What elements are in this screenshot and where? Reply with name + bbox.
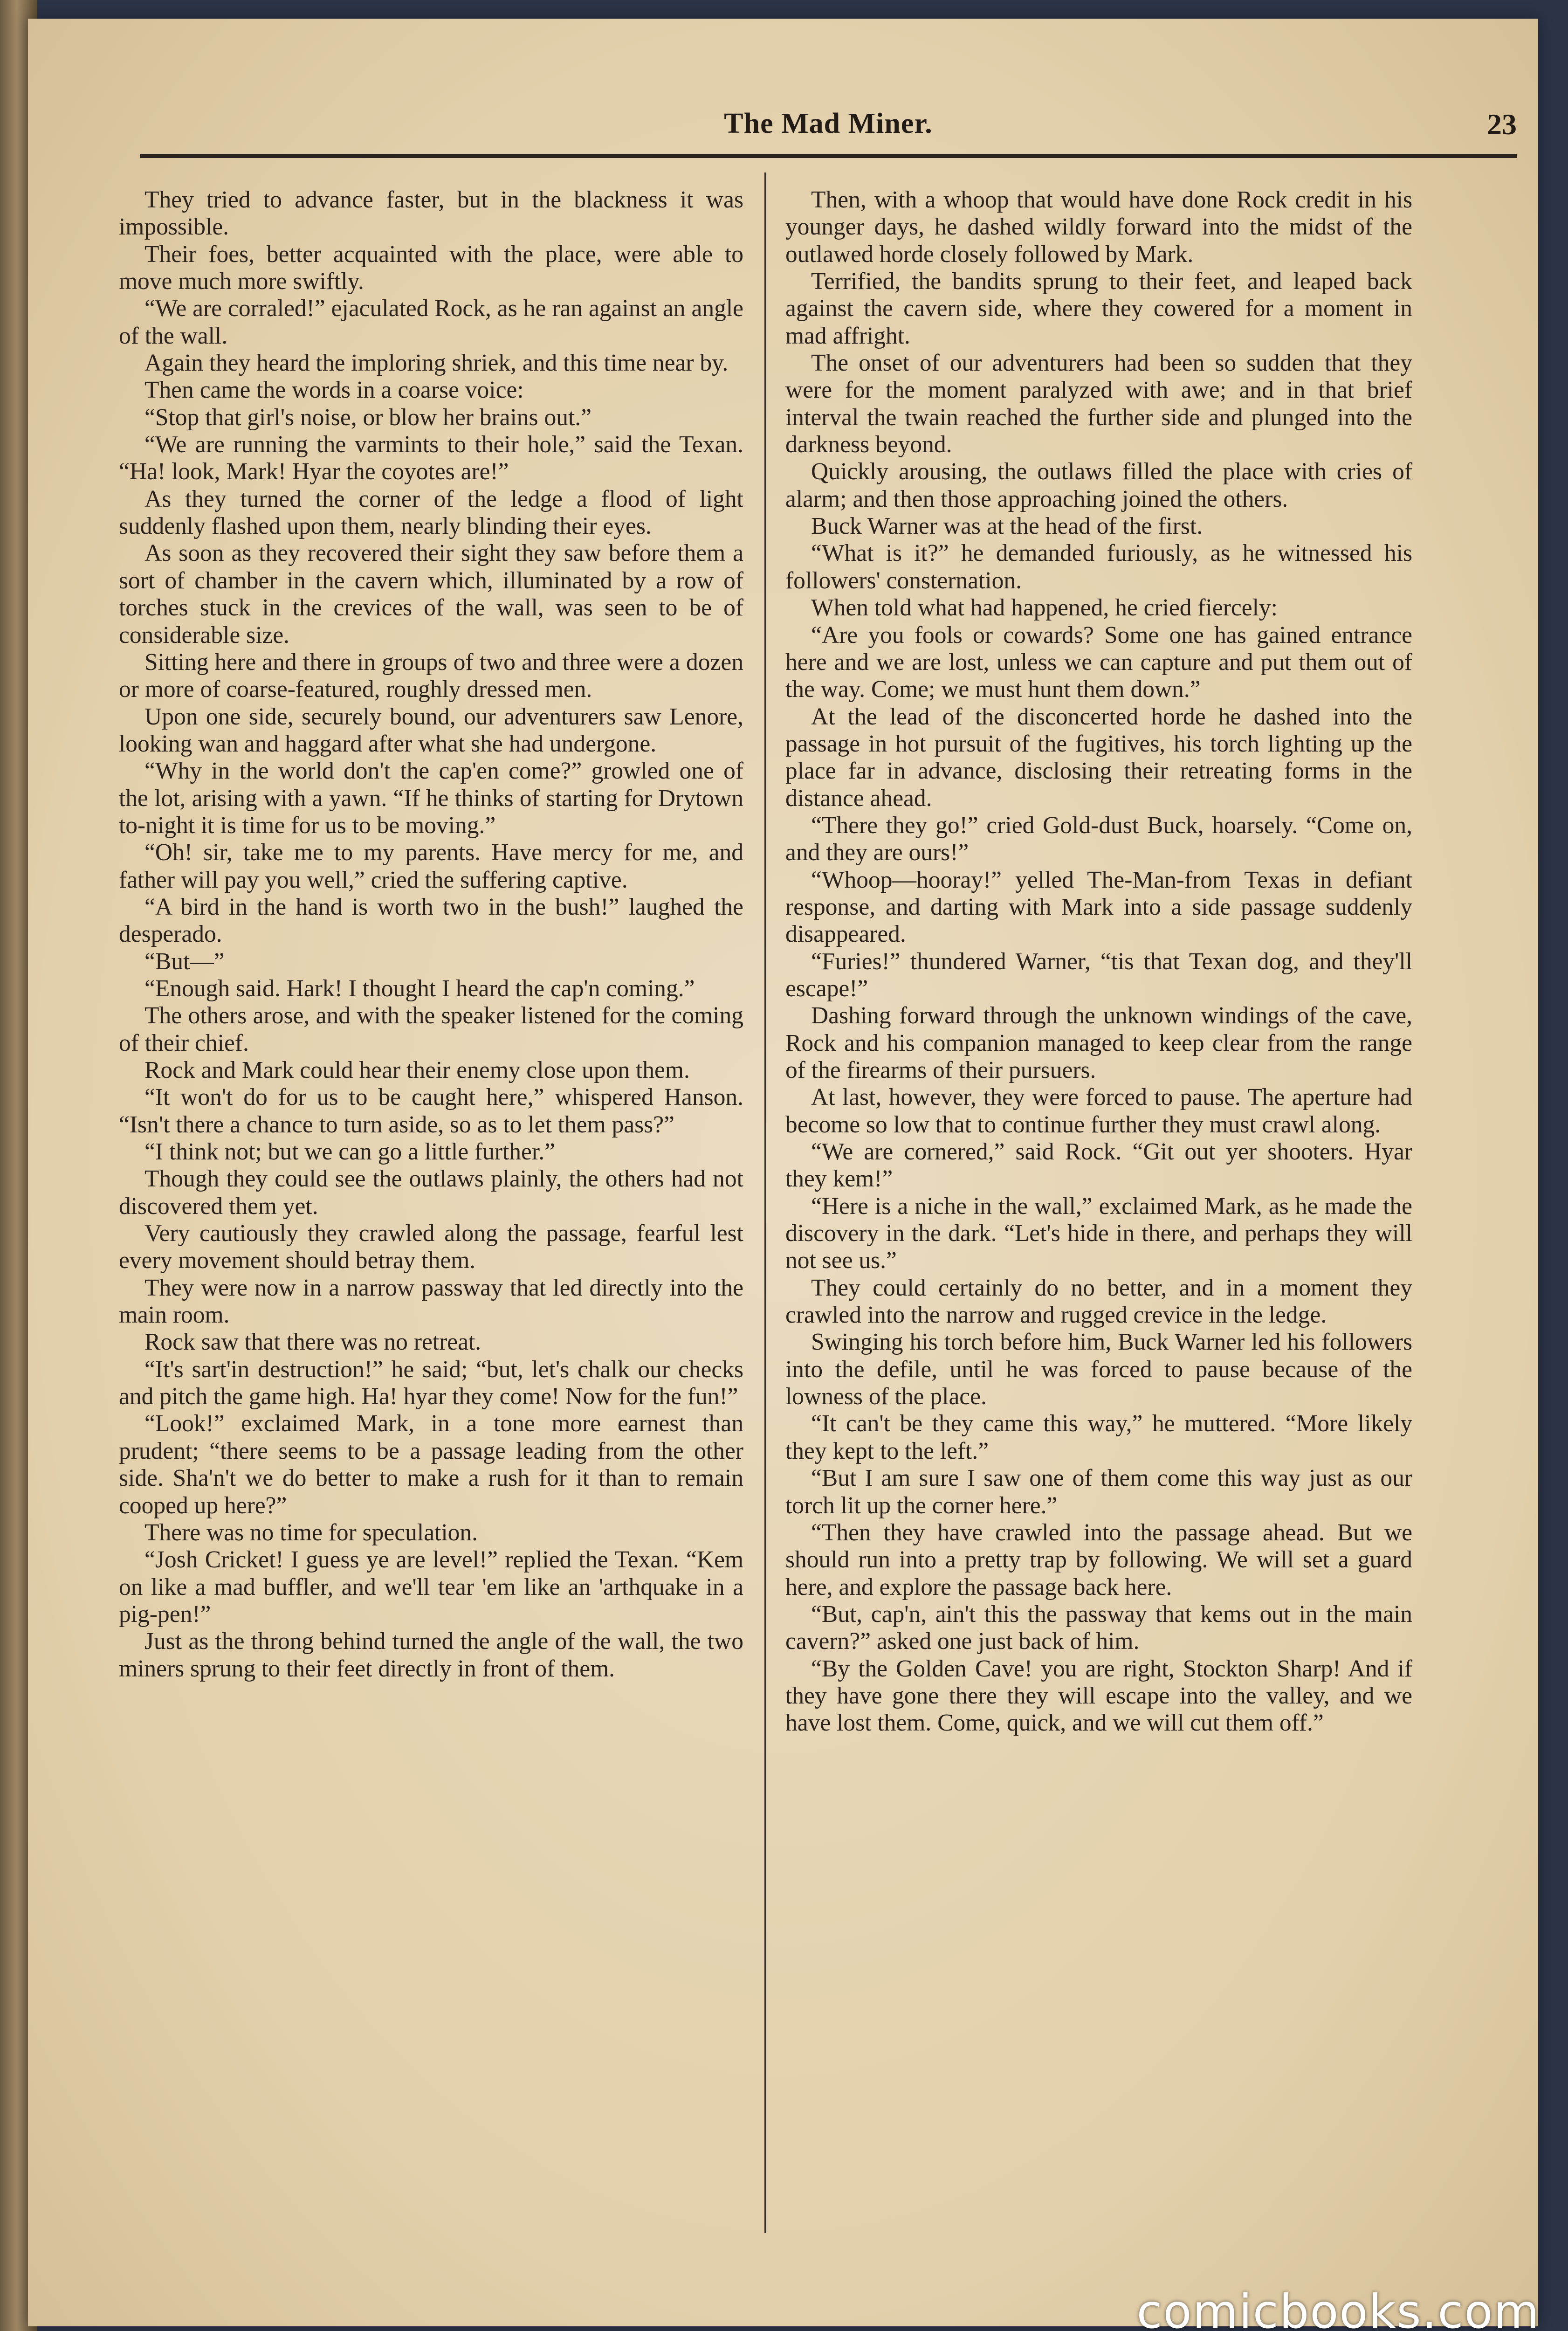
page-title: The Mad Miner. bbox=[724, 108, 933, 139]
paragraph: “By the Golden Cave! you are right, Stockton Sharp! And if they have gone there they will escape into the valley, and we have lost them. Come, quick, and we will cut them off.” bbox=[785, 1655, 1412, 1737]
paragraph: Rock and Mark could hear their enemy close upon them. bbox=[144, 1057, 690, 1083]
paragraph: Buck Warner was at the head of the first. bbox=[811, 513, 1203, 540]
paragraph: “We are cornered,” said Rock. “Git out yer shooters. Hyar they kem!” bbox=[785, 1138, 1412, 1193]
paragraph: Just as the throng behind turned the angle of the wall, the two miners sprung to their feet directly in front of them. bbox=[119, 1628, 743, 1682]
paragraph: “But, cap'n, ain't this the passway that kems out in the main cavern?” asked one just back of him. bbox=[785, 1600, 1412, 1655]
paragraph: Terrified, the bandits sprung to their feet, and leaped back against the cavern side, where they cowered for a moment in mad affright. bbox=[785, 268, 1412, 349]
paragraph: “Then they have crawled into the passage ahead. But we should run into a pretty trap by following. We will set a guard here, and explore the passage back here. bbox=[785, 1519, 1412, 1600]
paragraph: There was no time for speculation. bbox=[144, 1519, 478, 1546]
paragraph: “There they go!” cried Gold-dust Buck, hoarsely. “Come on, and they are ours!” bbox=[785, 812, 1412, 866]
paragraph: “I think not; but we can go a little further.” bbox=[144, 1138, 555, 1166]
paragraph: “A bird in the hand is worth two in the bush!” laughed the desperado. bbox=[119, 893, 743, 948]
paragraph: Their foes, better acquainted with the place, were able to move much more swiftly. bbox=[119, 241, 743, 295]
paragraph: “Enough said. Hark! I thought I heard the cap'n coming.” bbox=[144, 975, 695, 1002]
paragraph: The others arose, and with the speaker listened for the coming of their chief. bbox=[119, 1002, 743, 1056]
paragraph: As they turned the corner of the ledge a flood of light suddenly flashed upon them, nearly blinding their eyes. bbox=[119, 485, 743, 540]
paragraph: “It can't be they came this way,” he muttered. “More likely they kept to the left.” bbox=[785, 1410, 1412, 1464]
paragraph: Then came the words in a coarse voice: bbox=[144, 377, 524, 404]
paragraph: Upon one side, securely bound, our adventurers saw Lenore, looking wan and haggard after what she had undergone. bbox=[119, 703, 743, 757]
paragraph: “Why in the world don't the cap'en come?” growled one of the lot, arising with a yawn. “If he thinks of starting for Drytown to-night it is time for us to be moving.” bbox=[119, 758, 743, 839]
paragraph: “Oh! sir, take me to my parents. Have mercy for me, and father will pay you well,” cried the suffering captive. bbox=[119, 839, 743, 893]
paragraph: Swinging his torch before him, Buck Warner led his followers into the defile, until he was forced to pause because of the lowness of the place. bbox=[785, 1329, 1412, 1410]
column-divider bbox=[764, 172, 766, 2233]
paragraph: Very cautiously they crawled along the passage, fearful lest every movement should betray them. bbox=[119, 1220, 743, 1274]
paragraph: “We are running the varmints to their hole,” said the Texan. “Ha! look, Mark! Hyar the coyotes are!” bbox=[119, 431, 743, 485]
paragraph: “Stop that girl's noise, or blow her brains out.” bbox=[144, 404, 592, 431]
paragraph: Sitting here and there in groups of two and three were a dozen or more of coarse-featured, roughly dressed men. bbox=[119, 648, 743, 703]
page-header bbox=[140, 98, 1517, 158]
watermark: comicbooks.com bbox=[1136, 2284, 1540, 2331]
paragraph: Rock saw that there was no retreat. bbox=[144, 1329, 481, 1356]
paragraph: They tried to advance faster, but in the blackness it was impossible. bbox=[119, 186, 743, 241]
paragraph: “Look!” exclaimed Mark, in a tone more earnest than prudent; “there seems to be a passage leading from the other side. Sha'n't we do better to make a rush for it than to remain cooped up here?” bbox=[119, 1410, 743, 1519]
paragraph: The onset of our adventurers had been so sudden that they were for the moment paralyzed with awe; and in that brief interval the twain reached the further side and plunged into the darkness beyond. bbox=[785, 350, 1412, 458]
paragraph: “What is it?” he demanded furiously, as he witnessed his followers' consternation. bbox=[785, 540, 1412, 594]
paragraph: Then, with a whoop that would have done Rock credit in his younger days, he dashed wildly forward into the midst of the outlawed horde closely followed by Mark. bbox=[785, 186, 1412, 268]
paragraph: Though they could see the outlaws plainly, the others had not discovered them yet. bbox=[119, 1166, 743, 1220]
paragraph: At the lead of the disconcerted horde he dashed into the passage in hot pursuit of the fugitives, his torch lighting up the place far in advance, disclosing their retreating forms in the distance ahead. bbox=[785, 703, 1412, 812]
paragraph: Quickly arousing, the outlaws filled the place with cries of alarm; and then those approaching joined the others. bbox=[785, 458, 1412, 512]
paragraph: Again they heard the imploring shriek, and this time near by. bbox=[144, 350, 729, 377]
paragraph: “But—” bbox=[144, 948, 225, 975]
paragraph: They could certainly do no better, and in a moment they crawled into the narrow and rugged crevice in the ledge. bbox=[785, 1274, 1412, 1329]
paragraph: They were now in a narrow passway that led directly into the main room. bbox=[119, 1274, 743, 1329]
paragraph: “Are you fools or cowards? Some one has gained entrance here and we are lost, unless we can capture and put them out of the way. Come; we must hunt them down.” bbox=[785, 621, 1412, 703]
page-number: 23 bbox=[1487, 108, 1517, 141]
left-text-column bbox=[119, 186, 743, 1683]
paragraph: “It won't do for us to be caught here,” whispered Hanson. “Isn't there a chance to turn aside, so as to let them pass?” bbox=[119, 1084, 743, 1138]
paragraph: When told what had happened, he cried fiercely: bbox=[811, 594, 1278, 621]
paragraph: “But I am sure I saw one of them come this way just as our torch lit up the corner here.” bbox=[785, 1465, 1412, 1519]
paragraph: Dashing forward through the unknown windings of the cave, Rock and his companion managed to keep clear from the range of the firearms of their pursuers. bbox=[785, 1002, 1412, 1083]
paragraph: “Here is a niche in the wall,” exclaimed Mark, as he made the discovery in the dark. “Let's hide in there, and perhaps they will not see us.” bbox=[785, 1193, 1412, 1274]
right-text-column bbox=[785, 186, 1412, 1737]
paragraph: “Furies!” thundered Warner, “tis that Texan dog, and they'll escape!” bbox=[785, 948, 1412, 1002]
paragraph: At last, however, they were forced to pause. The aperture had become so low that to continue further they must crawl along. bbox=[785, 1084, 1412, 1138]
paragraph: As soon as they recovered their sight they saw before them a sort of chamber in the cavern which, illuminated by a row of torches stuck in the crevices of the wall, was seen to be of considerable size. bbox=[119, 540, 743, 648]
paragraph: “It's sart'in destruction!” he said; “but, let's chalk our checks and pitch the game high. Ha! hyar they come! Now for the fun!” bbox=[119, 1356, 743, 1410]
paragraph: “Whoop—hooray!” yelled The-Man-from Texas in defiant response, and darting with Mark into a side passage suddenly disappeared. bbox=[785, 866, 1412, 948]
paragraph: “Josh Cricket! I guess ye are level!” replied the Texan. “Kem on like a mad buffler, and we'll tear 'em like an 'arthquake in a pig-pen!” bbox=[119, 1546, 743, 1628]
paragraph: “We are corraled!” ejaculated Rock, as he ran against an angle of the wall. bbox=[119, 295, 743, 349]
